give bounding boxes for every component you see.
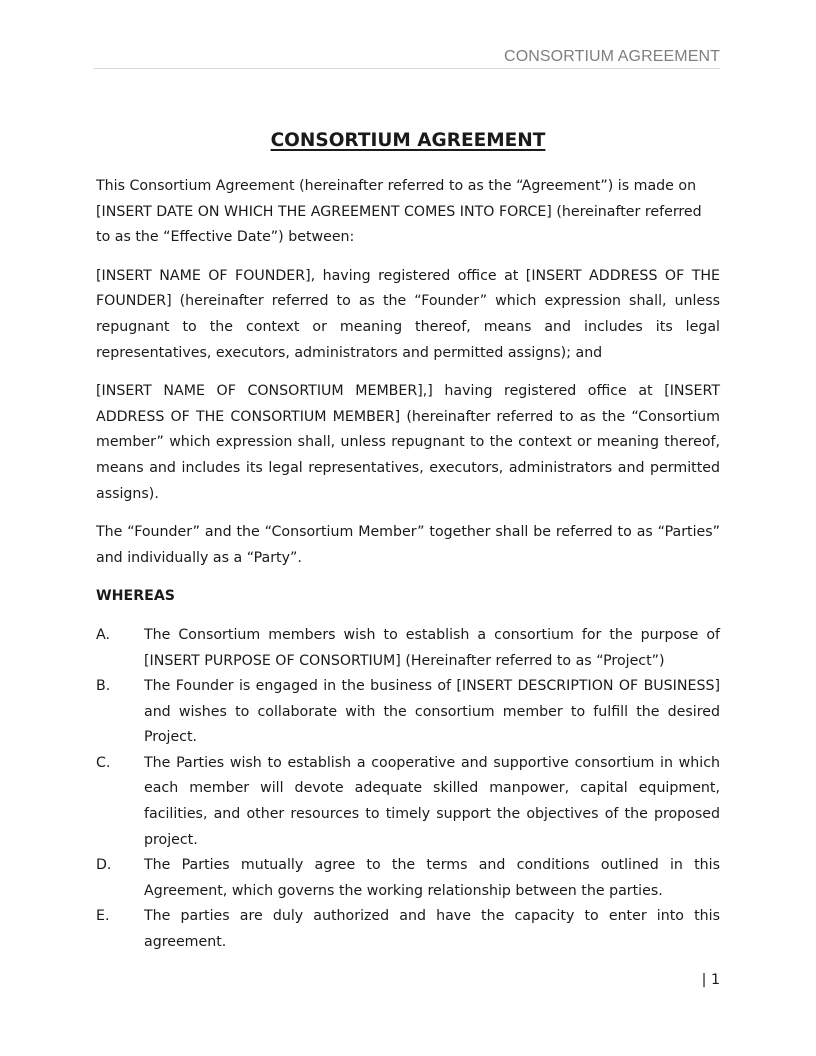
recitals-list: [96, 623, 720, 956]
recital-item: [96, 623, 720, 674]
parties-paragraph: The “Founder” and the “Consortium Member” together shall be referred to as “Parties” and individually as a “Party”.: [96, 524, 720, 566]
recital-item: [96, 853, 720, 904]
whereas-heading: WHEREAS: [96, 588, 176, 605]
founder-paragraph: [INSERT NAME OF FOUNDER], having registered office at [INSERT ADDRESS OF THE FOUNDER] (hereinafter referred to as the “Founder” which expression shall, unless repugnant to the context or meaning thereof, means and includes its legal representatives, executors, administrators and permitted assigns); and: [96, 267, 720, 361]
recital-text: The Consortium members wish to establish a consortium for the purpose of [INSERT PURPOSE OF CONSORTIUM] (Hereinafter referred to as “Project”): [144, 626, 720, 669]
intro-paragraph: This Consortium Agreement (hereinafter referred to as the “Agreement”) is made on [INSERT DATE ON WHICH THE AGREEMENT COMES INTO FORCE] (hereinafter referred to as the “Effective Date”) between:: [96, 178, 702, 246]
recital-letter: C.: [96, 754, 111, 771]
recital-letter: A.: [96, 626, 110, 643]
recital-item: [96, 751, 720, 853]
recital-text: The Parties mutually agree to the terms and conditions outlined in this Agreement, which governs the working relationship between the parties.: [144, 857, 720, 899]
document-title-text: CONSORTIUM AGREEMENT: [270, 130, 546, 151]
recital-letter: E.: [96, 908, 110, 925]
document-title: [96, 128, 720, 154]
page-header: [94, 46, 720, 69]
recital-letter: D.: [96, 857, 112, 874]
recital-item: [96, 904, 720, 955]
page-footer: [96, 972, 720, 988]
recital-item: [96, 674, 720, 751]
recital-letter: B.: [96, 678, 111, 695]
consortium-member-paragraph: [INSERT NAME OF CONSORTIUM MEMBER],] having registered office at [INSERT ADDRESS OF THE CONSORTIUM MEMBER] (hereinafter referred to as the “Consortium member” which expression shall, unless repugnant to the context or meaning thereof, means and includes its legal representatives, executors, administrators and permitted assigns).: [96, 383, 720, 502]
header-title: CONSORTIUM AGREEMENT: [504, 48, 720, 65]
recital-text: The Founder is engaged in the business of [INSERT DESCRIPTION OF BUSINESS] and wishes to collaborate with the consortium member to fulfill the desired Project.: [144, 678, 720, 746]
document-body: [96, 128, 720, 956]
page-number: | 1: [701, 972, 720, 988]
recital-text: The Parties wish to establish a cooperative and supportive consortium in which each member will devote adequate skilled manpower, capital equipment, facilities, and other resources to timely support the objectives of the proposed project.: [144, 754, 720, 848]
recital-text: The parties are duly authorized and have the capacity to enter into this agreement.: [144, 908, 720, 951]
